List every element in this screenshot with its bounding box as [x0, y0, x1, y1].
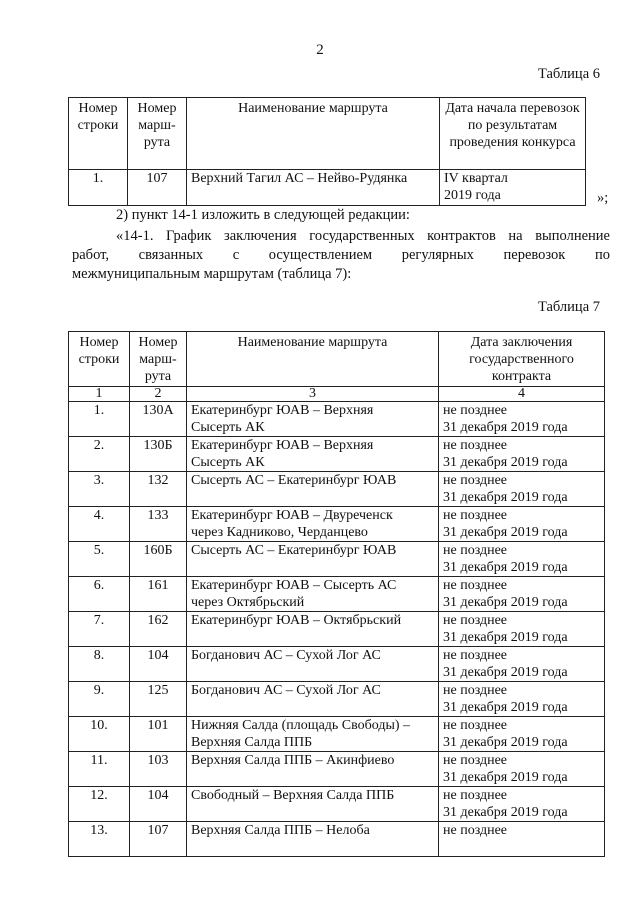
table7-colnum-row: [69, 387, 605, 402]
row-number: 12.: [69, 787, 130, 822]
route-number: 104: [130, 787, 187, 822]
date-line: не позднее: [443, 543, 508, 558]
route-number: 104: [130, 647, 187, 682]
table7: [68, 331, 605, 857]
route-name: Верхний Тагил АС – Нейво-Рудянка: [187, 170, 440, 206]
date-line: не позднее: [443, 438, 508, 453]
route-name-line: Сысерть АК: [191, 455, 265, 470]
route-name-line: Верхняя Салда ППБ – Нелоба: [191, 823, 370, 838]
table-row: [69, 472, 605, 507]
route-name-line: Нижняя Салда (площадь Свободы) –: [191, 718, 411, 733]
route-name-line: Свободный – Верхняя Салда ППБ: [191, 788, 395, 803]
date-line: 31 декабря 2019 года: [443, 455, 568, 470]
route-number: 125: [130, 682, 187, 717]
table7-body: [69, 402, 605, 857]
route-name: [187, 612, 439, 647]
row-number: 13.: [69, 822, 130, 857]
route-name-line: Екатеринбург ЮАВ – Сысерть АС: [191, 578, 397, 593]
date-line: не позднее: [443, 788, 508, 803]
table-row: [69, 437, 605, 472]
date-line: 2019 года: [444, 188, 501, 203]
route-name-line: Богданович АС – Сухой Лог АС: [191, 683, 381, 698]
row-number: 9.: [69, 682, 130, 717]
date-line: не позднее: [443, 508, 508, 523]
route-name: [187, 647, 439, 682]
row-number: 3.: [69, 472, 130, 507]
row-number: 6.: [69, 577, 130, 612]
column-number: 1: [69, 387, 130, 402]
route-name-line: Екатеринбург ЮАВ – Октябрьский: [191, 613, 402, 628]
paragraph-point: 2) пункт 14-1 изложить в следующей редакции:: [116, 207, 410, 223]
route-number: 130Б: [130, 437, 187, 472]
table-row: [69, 507, 605, 542]
contract-date: [439, 647, 605, 682]
route-name-line: Екатеринбург ЮАВ – Верхняя: [191, 403, 374, 418]
contract-date: [439, 682, 605, 717]
table7-header-cell: Дата заключения государственного контракта: [439, 332, 605, 387]
route-name-line: Екатеринбург ЮАВ – Верхняя: [191, 438, 374, 453]
route-name: [187, 507, 439, 542]
route-name: [187, 822, 439, 857]
date-line: 31 декабря 2019 года: [443, 595, 568, 610]
table-row: [69, 542, 605, 577]
table7-header-cell: Номер строки: [69, 332, 130, 387]
table-row: [69, 787, 605, 822]
table-row: [69, 822, 605, 857]
route-number: 160Б: [130, 542, 187, 577]
route-name: [187, 437, 439, 472]
date-line: не позднее: [443, 753, 508, 768]
table-row: [69, 577, 605, 612]
table7-header-row: [69, 332, 605, 387]
row-number: 10.: [69, 717, 130, 752]
route-number: 132: [130, 472, 187, 507]
route-name: [187, 752, 439, 787]
route-name: [187, 542, 439, 577]
date-line: не позднее: [443, 403, 508, 418]
date-line: 31 декабря 2019 года: [443, 805, 568, 820]
table7-header-cell: Номер марш- рута: [130, 332, 187, 387]
date-line: не позднее: [443, 648, 508, 663]
date-line: 31 декабря 2019 года: [443, 420, 568, 435]
table6-header-cell: Дата начала перевозок по результатам проведения конкурса: [440, 98, 586, 170]
contract-date: [439, 507, 605, 542]
table6: [68, 97, 586, 206]
contract-date: [439, 822, 605, 857]
row-number: 4.: [69, 507, 130, 542]
table-row: [69, 612, 605, 647]
date-line: 31 декабря 2019 года: [443, 735, 568, 750]
route-name-line: Екатеринбург ЮАВ – Двуреченск: [191, 508, 393, 523]
contract-date: [439, 542, 605, 577]
paragraph-line: межмуниципальным маршрутам (таблица 7):: [72, 266, 352, 282]
row-number: 8.: [69, 647, 130, 682]
contract-date: [439, 787, 605, 822]
date-line: не позднее: [443, 683, 508, 698]
table-row: [69, 717, 605, 752]
column-number: 3: [187, 387, 439, 402]
route-number: 107: [130, 822, 187, 857]
date-line: не позднее: [443, 473, 508, 488]
route-name: [187, 717, 439, 752]
route-name-line: Сысерть АС – Екатеринбург ЮАВ: [191, 543, 397, 558]
route-number: 133: [130, 507, 187, 542]
route-number: 130А: [130, 402, 187, 437]
route-name: [187, 472, 439, 507]
row-number: 2.: [69, 437, 130, 472]
contract-date: [439, 402, 605, 437]
date-line: 31 декабря 2019 года: [443, 700, 568, 715]
date-line: IV квартал: [444, 171, 508, 186]
route-name: [187, 682, 439, 717]
page-number: 2: [316, 42, 324, 58]
contract-date: [439, 437, 605, 472]
date-line: 31 декабря 2019 года: [443, 490, 568, 505]
table-row: [69, 682, 605, 717]
date-line: не позднее: [443, 718, 508, 733]
contract-date: [439, 577, 605, 612]
contract-date: [439, 612, 605, 647]
route-number: 107: [128, 170, 187, 206]
paragraph-main: [72, 227, 610, 284]
table-row: [69, 647, 605, 682]
table6-label: Таблица 6: [537, 66, 600, 82]
route-name-line: Верхняя Салда ППБ – Акинфиево: [191, 753, 395, 768]
route-name-line: Сысерть АС – Екатеринбург ЮАВ: [191, 473, 397, 488]
date-line: не позднее: [443, 823, 508, 838]
route-name-line: через Кадниково, Черданцево: [191, 525, 368, 540]
contract-date: [439, 752, 605, 787]
date-line: 31 декабря 2019 года: [443, 665, 568, 680]
column-number: 4: [439, 387, 605, 402]
route-number: 103: [130, 752, 187, 787]
route-name: [187, 577, 439, 612]
route-name-line: Богданович АС – Сухой Лог АС: [191, 648, 381, 663]
start-date: [440, 170, 586, 206]
table-row: [69, 752, 605, 787]
route-number: 101: [130, 717, 187, 752]
row-number: 5.: [69, 542, 130, 577]
date-line: 31 декабря 2019 года: [443, 560, 568, 575]
paragraph-line: «14-1. График заключения государственных контрактов на выполнение: [116, 228, 610, 244]
paragraph-line: работ, связанных с осуществлением регулярных перевозок по: [72, 247, 610, 263]
table6-header-cell: Наименование маршрута: [187, 98, 440, 170]
contract-date: [439, 472, 605, 507]
table6-header-cell: Номер марш- рута: [128, 98, 187, 170]
route-name: [187, 402, 439, 437]
closing-mark: »;: [597, 190, 609, 206]
table7-header-cell: Наименование маршрута: [187, 332, 439, 387]
route-name: [187, 787, 439, 822]
route-number: 161: [130, 577, 187, 612]
date-line: 31 декабря 2019 года: [443, 630, 568, 645]
route-name-line: Сысерть АК: [191, 420, 265, 435]
date-line: 31 декабря 2019 года: [443, 770, 568, 785]
date-line: не позднее: [443, 613, 508, 628]
route-number: 162: [130, 612, 187, 647]
row-number: 11.: [69, 752, 130, 787]
table7-label: Таблица 7: [537, 299, 600, 315]
table6-header-row: [69, 98, 586, 170]
table-row: [69, 402, 605, 437]
date-line: не позднее: [443, 578, 508, 593]
column-number: 2: [130, 387, 187, 402]
route-name-line: Верхняя Салда ППБ: [191, 735, 313, 750]
route-name-line: через Октябрьский: [191, 595, 305, 610]
contract-date: [439, 717, 605, 752]
row-number: 1.: [69, 170, 128, 206]
table-row: [69, 170, 586, 206]
row-number: 7.: [69, 612, 130, 647]
date-line: 31 декабря 2019 года: [443, 525, 568, 540]
row-number: 1.: [69, 402, 130, 437]
table6-header-cell: Номер строки: [69, 98, 128, 170]
